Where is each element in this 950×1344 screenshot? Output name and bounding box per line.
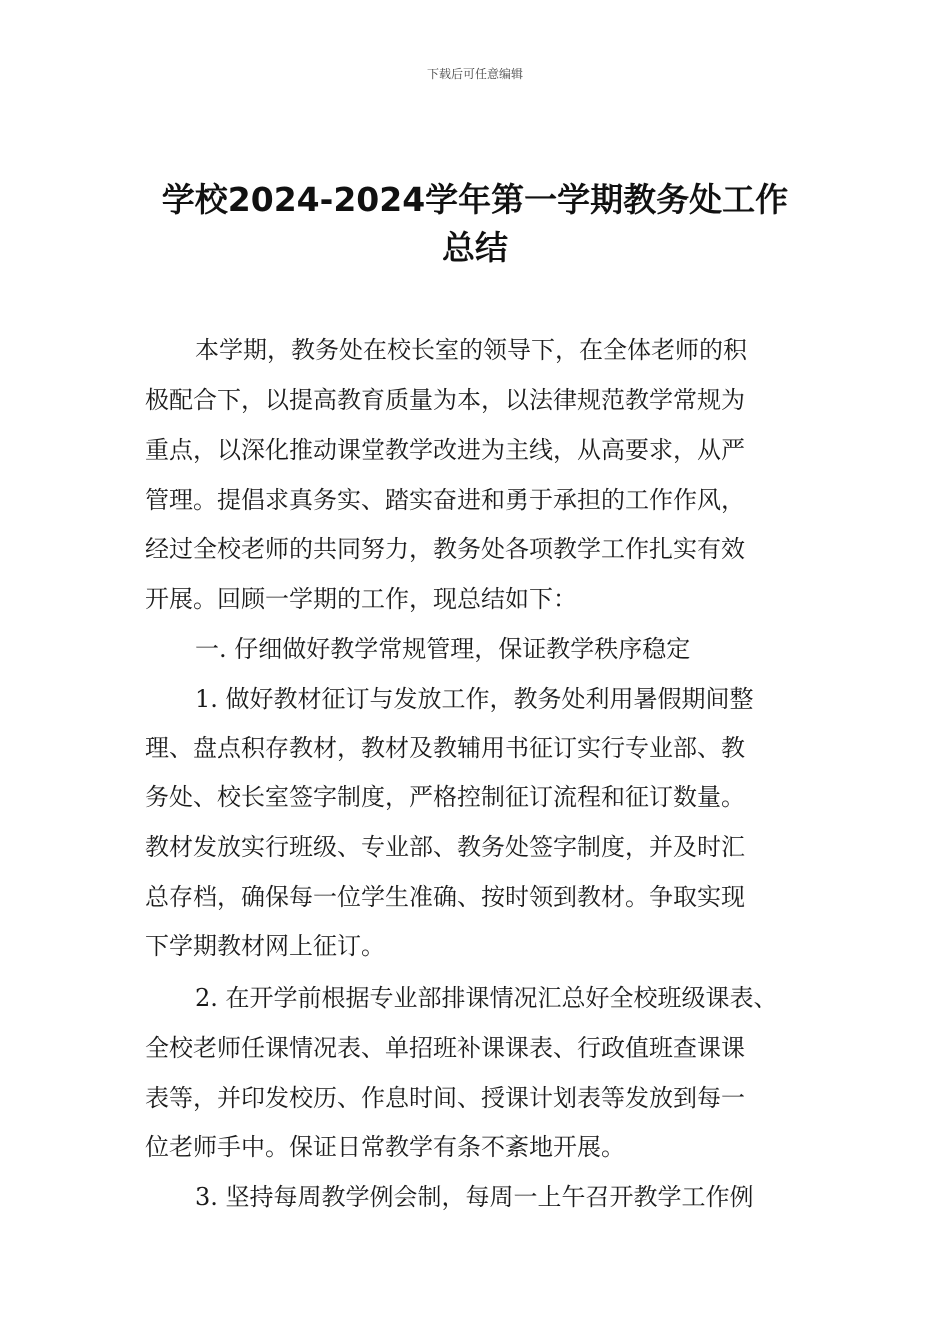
paragraph-line: 本学期，教务处在校长室的领导下，在全体老师的积 [195, 336, 747, 364]
paragraph-line: 位老师手中。保证日常教学有条不紊地开展。 [145, 1133, 625, 1161]
paragraph-line: 2. 在开学前根据专业部排课情况汇总好全校班级课表、 [195, 984, 778, 1012]
document-title-line-2: 总结 [442, 228, 508, 267]
paragraph-line: 重点，以深化推动课堂教学改进为主线，从高要求，从严 [145, 436, 745, 464]
paragraph-line: 总存档，确保每一位学生准确、按时领到教材。争取实现 [145, 883, 745, 911]
paragraph-line: 1. 做好教材征订与发放工作，教务处利用暑假期间整 [195, 685, 754, 713]
paragraph-line: 教材发放实行班级、专业部、教务处签字制度，并及时汇 [145, 833, 745, 861]
paragraph-line: 3. 坚持每周教学例会制，每周一上午召开教学工作例 [195, 1183, 754, 1211]
paragraph-line: 理、盘点积存教材，教材及教辅用书征订实行专业部、教 [145, 734, 745, 762]
paragraph-line: 全校老师任课情况表、单招班补课课表、行政值班查课课 [145, 1034, 745, 1062]
paragraph-line: 务处、校长室签字制度，严格控制征订流程和征订数量。 [145, 783, 745, 811]
section-heading: 一. 仔细做好教学常规管理，保证教学秩序稳定 [195, 635, 691, 663]
paragraph-line: 管理。提倡求真务实、踏实奋进和勇于承担的工作作风， [145, 486, 745, 514]
paragraph-line: 表等，并印发校历、作息时间、授课计划表等发放到每一 [145, 1084, 745, 1112]
paragraph-line: 极配合下，以提高教育质量为本，以法律规范教学常规为 [145, 386, 745, 414]
paragraph-line: 经过全校老师的共同努力，教务处各项教学工作扎实有效 [145, 535, 745, 563]
paragraph-line: 开展。回顾一学期的工作，现总结如下： [145, 585, 577, 613]
header-note: 下载后可任意编辑 [426, 67, 523, 81]
document-title-line-1: 学校2024-2024学年第一学期教务处工作 [161, 180, 789, 219]
paragraph-line: 下学期教材网上征订。 [145, 932, 385, 960]
